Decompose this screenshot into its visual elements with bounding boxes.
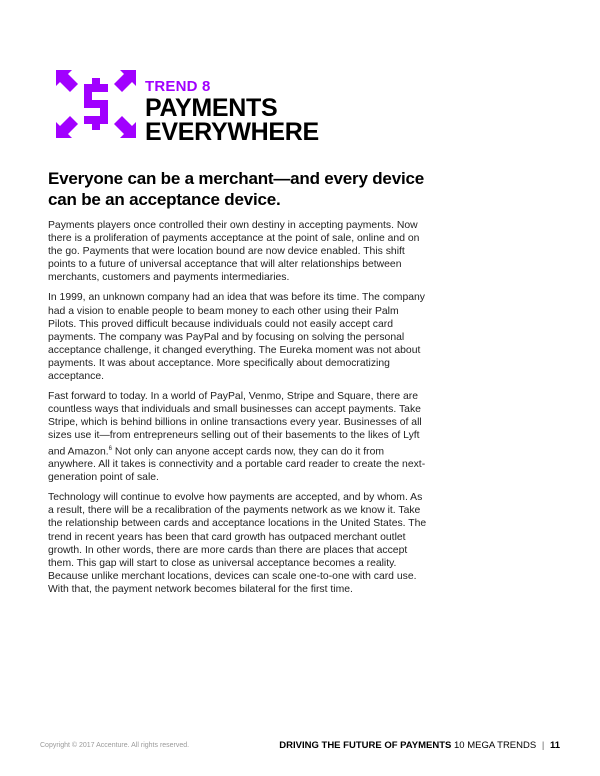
trend-title-line1: PAYMENTS [145, 94, 278, 122]
body-text [48, 219, 428, 603]
paragraph-text: Fast forward to today. In a world of PayPal, Venmo, Stripe and Square, there are countless ways that individuals and small businesses can accept payments. Take Stripe, which is behind billions in online transactions every year. Businesses of all sizes use it—from entrepreneurs selling out of their basements to the likes of Lyft and Amazon. [48, 391, 422, 457]
trend-title-line2: EVERYWHERE [145, 118, 319, 146]
paragraph: In 1999, an unknown company had an idea that was before its time. The company had a vision to enable people to beam money to each other using their Palm Pilots. This proved difficult because individuals could not easily accept card payments. The company was PayPal and by focusing on solving the personal acceptance challenge, it changed everything. The Eureka moment was not about payments. It was about acceptance. More specifically about democratizing acceptance. [48, 292, 425, 383]
trend-title [145, 96, 319, 144]
copyright: Copyright © 2017 Accenture. All rights reserved. [40, 742, 190, 749]
payments-everywhere-icon [56, 70, 136, 138]
paragraph: Technology will continue to evolve how payments are accepted, and by whom. As a result, there will be a recalibration of the payments network as we know it. Take the relationship between cards and acceptance locations in the United States. The trend in recent years has been that card growth has outpaced merchant outlet growth. In other words, there are more cards than there are places that accept them. This gap will start to close as universal acceptance becomes a reality. Because unlike merchant locations, devices can scale one-to-one with card use. With that, the payment network becomes bilateral for the first time. [48, 492, 427, 595]
trend-label: TREND 8 [145, 78, 211, 95]
footnote-marker: 6 [108, 445, 112, 452]
footer-separator: | [541, 740, 545, 751]
paragraph-text: Not only can anyone accept cards now, they can do it from anywhere. All it takes is connectivity and a portable card reader to create the next-generation point of sale. [48, 445, 426, 484]
footer-publication [279, 740, 560, 751]
paragraph [48, 390, 428, 484]
series-title: 10 MEGA TRENDS [454, 740, 537, 751]
publication-title: DRIVING THE FUTURE OF PAYMENTS [279, 740, 452, 751]
paragraph: Payments players once controlled their own destiny in accepting payments. Now there is a proliferation of payments acceptance at the point of sale, online and on the go. Payments that were location bound are now device enabled. This shift points to a future of universal acceptance that will alter relationships between merchants, customers and payments intermediaries. [48, 220, 420, 284]
page-number: 11 [549, 740, 560, 751]
headline: Everyone can be a merchant—and every device can be an acceptance device. [48, 169, 424, 209]
